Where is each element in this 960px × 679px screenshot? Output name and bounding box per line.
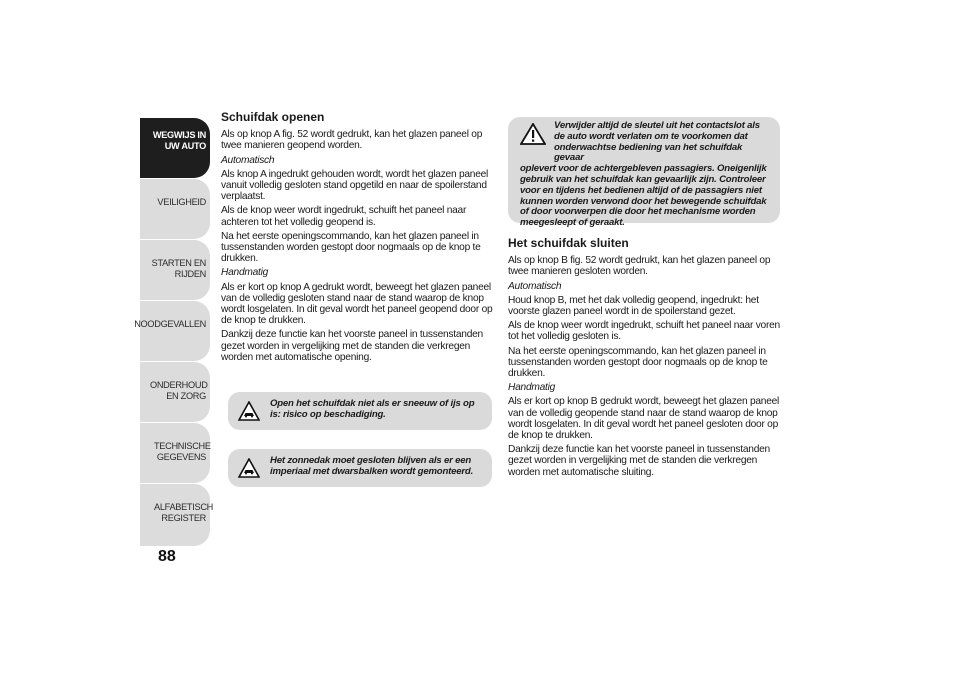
paragraph: Als op knop B fig. 52 wordt gedrukt, kan het glazen paneel op twee manieren gesloten worden. bbox=[508, 255, 771, 278]
warning-box-sleutel bbox=[508, 117, 780, 229]
warning-text-lead: Verwijder altijd de sleutel uit het contactslot als de auto wordt verlaten om te voorkomen dat onderwachtse bediening van het schuifdak gevaar bbox=[554, 120, 760, 164]
tab-onderhoud-en-zorg[interactable]: ONDERHOUD EN ZORG bbox=[140, 362, 210, 422]
paragraph: Houd knop B, met het dak volledig geopend, ingedrukt: het voorste glazen paneel wordt in de spoilerstand gezet. bbox=[508, 294, 759, 318]
car-caution-icon bbox=[238, 401, 260, 421]
tab-wegwijs-in-uw-auto[interactable]: WEGWIJS IN UW AUTO bbox=[140, 118, 210, 178]
warning-box-imperiaal bbox=[228, 449, 492, 487]
paragraph: Als er kort op knop A gedrukt wordt, beweegt het glazen paneel van de volledig gesloten stand naar de stand waarop de knop wordt losgelaten. In dit geval wordt het paneel geopend door op de knop te drukken. bbox=[221, 281, 493, 327]
warning-text: Het zonnedak moet gesloten blijven als er een imperiaal met dwarsbalken wordt gemonteerd. bbox=[270, 455, 474, 477]
section-schuifdak-sluiten bbox=[508, 238, 780, 481]
tab-alfabetisch-register[interactable]: ALFABETISCH REGISTER bbox=[140, 484, 210, 546]
section-title: Het schuifdak sluiten bbox=[508, 236, 629, 250]
page-number: 88 bbox=[158, 548, 176, 565]
paragraph: Als er kort op knop B gedrukt wordt, beweegt het glazen paneel van de volledig geopende stand naar de stand waarop de knop wordt losgelaten. In dit geval wordt het paneel gesloten door op de knop te drukken. bbox=[508, 396, 780, 442]
subheading-automatisch: Automatisch bbox=[508, 280, 562, 292]
tab-starten-en-rijden[interactable]: STARTEN EN RIJDEN bbox=[140, 240, 210, 300]
warning-triangle-icon bbox=[520, 123, 546, 145]
paragraph: Als de knop weer wordt ingedrukt, schuift het paneel naar voren tot het volledig gesloten is. bbox=[508, 320, 780, 343]
paragraph: Na het eerste openingscommando, kan het glazen paneel in tussenstanden worden gestopt door nogmaals op de knop te drukken. bbox=[221, 230, 481, 265]
subheading-automatisch: Automatisch bbox=[221, 154, 275, 166]
car-caution-icon bbox=[238, 458, 260, 478]
paragraph: Dankzij deze functie kan het voorste paneel in tussenstanden gezet worden in vergelijking met de standen die verkregen worden met automatische sluiting. bbox=[508, 444, 770, 478]
warning-text: Open het schuifdak niet als er sneeuw of ijs op is: risico op beschadiging. bbox=[270, 398, 475, 420]
section-title: Schuifdak openen bbox=[221, 110, 325, 124]
paragraph: Als op knop A fig. 52 wordt gedrukt, kan het glazen paneel op twee manieren geopend worden. bbox=[221, 129, 483, 152]
warning-box-sneeuw bbox=[228, 392, 492, 430]
subheading-handmatig: Handmatig bbox=[221, 267, 269, 279]
warning-text: oplevert voor de achtergebleven passagiers. Oneigenlijk gebruik van het schuifdak kan gevaarlijk zijn. Controleer voor en tijdens het bedienen altijd of de passagiers niet kunnen worden verwond door het bewegende schuifdak of door voorwerpen die door het mechanisme worden meegesleept of geraakt. bbox=[520, 163, 767, 229]
tab-veiligheid[interactable]: VEILIGHEID bbox=[140, 179, 210, 239]
paragraph: Als knop A ingedrukt gehouden wordt, wordt het glazen paneel vanuit volledig gesloten stand opgetild en naar de spoilerstand verplaatst. bbox=[221, 168, 489, 203]
tab-technische-gegevens[interactable]: TECHNISCHE GEGEVENS bbox=[140, 423, 210, 483]
paragraph: Na het eerste openingscommando, kan het glazen paneel in tussenstanden worden gestopt door nogmaals op de knop te drukken. bbox=[508, 345, 768, 380]
paragraph: Als de knop weer wordt ingedrukt, schuift het paneel naar achteren tot het volledig geopend is. bbox=[221, 205, 467, 228]
subheading-handmatig: Handmatig bbox=[508, 382, 556, 394]
section-schuifdak-openen bbox=[221, 112, 493, 366]
paragraph: Dankzij deze functie kan het voorste paneel in tussenstanden gezet worden in vergelijking met de standen die verkregen worden met automatische opening. bbox=[221, 329, 483, 363]
tab-noodgevallen[interactable]: NOODGEVALLEN bbox=[140, 301, 210, 361]
